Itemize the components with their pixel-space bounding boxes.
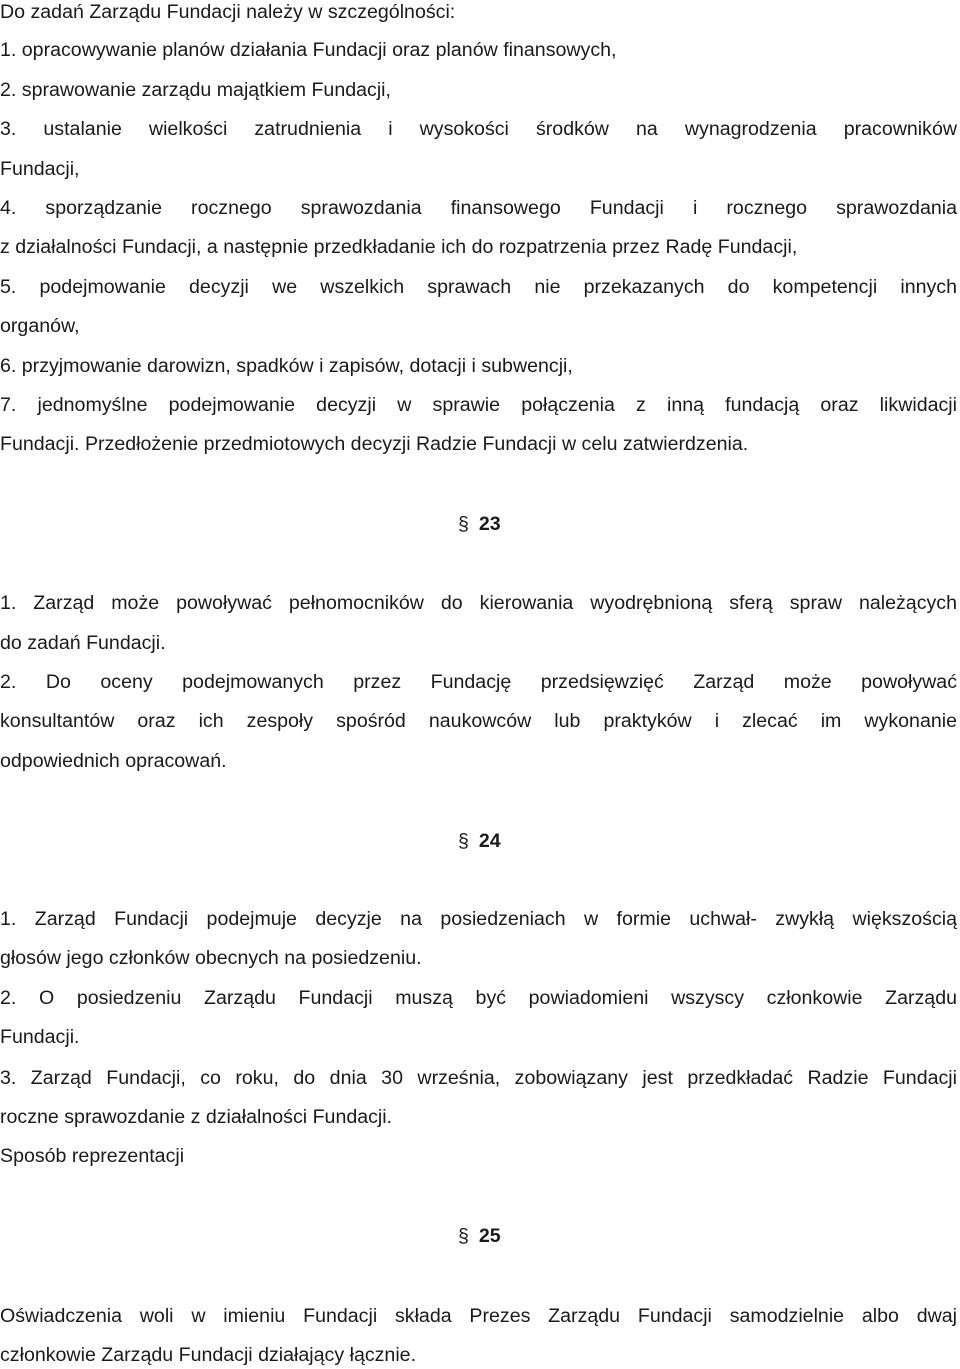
section-23-point-2-cont-b: odpowiednich opracowań.	[0, 750, 227, 772]
section-sign: §	[458, 1225, 469, 1247]
section-24-point-1: 1. Zarząd Fundacji podejmuje decyzje na posiedzeniach w formie uchwał- zwykłą większością	[0, 908, 957, 930]
duty-item-3-cont: Fundacji,	[0, 158, 80, 180]
section-24-point-3-cont: roczne sprawozdanie z działalności Fundacji.	[0, 1106, 393, 1128]
duty-item-2: 2. sprawowanie zarządu majątkiem Fundacji,	[0, 79, 391, 101]
section-23-point-1-cont: do zadań Fundacji.	[0, 632, 166, 654]
section-24-point-3: 3. Zarząd Fundacji, co roku, do dnia 30 września, zobowiązany jest przedkładać Radzie Fundacji	[0, 1067, 957, 1089]
duty-item-7: 7. jednomyślne podejmowanie decyzji w sprawie połączenia z inną fundacją oraz likwidacji	[0, 394, 957, 416]
section-23-point-2: 2. Do oceny podejmowanych przez Fundację przedsięwzięć Zarząd może powoływać	[0, 671, 957, 693]
section-23-point-2-cont-a: konsultantów oraz ich zespoły spośród naukowców lub praktyków i zlecać im wykonanie	[0, 710, 957, 732]
section-24-point-2-cont: Fundacji.	[0, 1026, 80, 1048]
duty-item-4: 4. sporządzanie rocznego sprawozdania finansowego Fundacji i rocznego sprawozdania	[0, 197, 957, 219]
duty-item-6: 6. przyjmowanie darowizn, spadków i zapisów, dotacji i subwencji,	[0, 355, 573, 377]
duty-item-5-cont: organów,	[0, 315, 80, 337]
section-25-text: Oświadczenia woli w imieniu Fundacji składa Prezes Zarządu Fundacji samodzielnie albo dwaj	[0, 1305, 957, 1327]
section-25-text-cont: członkowie Zarządu Fundacji działający łącznie.	[0, 1344, 417, 1366]
section-23-number: 23	[478, 513, 501, 535]
duty-item-1: 1. opracowywanie planów działania Fundacji oraz planów finansowych,	[0, 39, 617, 61]
section-sign: §	[458, 830, 469, 852]
section-24-number: 24	[478, 830, 501, 852]
duty-item-3: 3. ustalanie wielkości zatrudnienia i wysokości środków na wynagrodzenia pracowników	[0, 118, 957, 140]
section-24-point-2: 2. O posiedzeniu Zarządu Fundacji muszą być powiadomieni wszyscy członkowie Zarządu	[0, 987, 957, 1009]
intro-text: Do zadań Zarządu Fundacji należy w szczególności:	[0, 1, 456, 23]
duty-item-5: 5. podejmowanie decyzji we wszelkich sprawach nie przekazanych do kompetencji innych	[0, 276, 957, 298]
section-sign: §	[458, 513, 469, 535]
section-25-heading	[458, 1224, 501, 1248]
section-25-number: 25	[478, 1225, 501, 1247]
section-23-point-1: 1. Zarząd może powoływać pełnomocników do kierowania wyodrębnioną sferą spraw należących	[0, 592, 957, 614]
duty-item-4-cont: z działalności Fundacji, a następnie przedkładanie ich do rozpatrzenia przez Radę Fundacji,	[0, 236, 798, 258]
duty-item-7-cont: Fundacji. Przedłożenie przedmiotowych decyzji Radzie Fundacji w celu zatwierdzenia.	[0, 433, 749, 455]
representation-heading: Sposób reprezentacji	[0, 1145, 185, 1167]
section-23-heading	[458, 512, 501, 536]
section-24-point-1-cont: głosów jego członków obecnych na posiedzeniu.	[0, 947, 422, 969]
section-24-heading	[458, 829, 501, 853]
